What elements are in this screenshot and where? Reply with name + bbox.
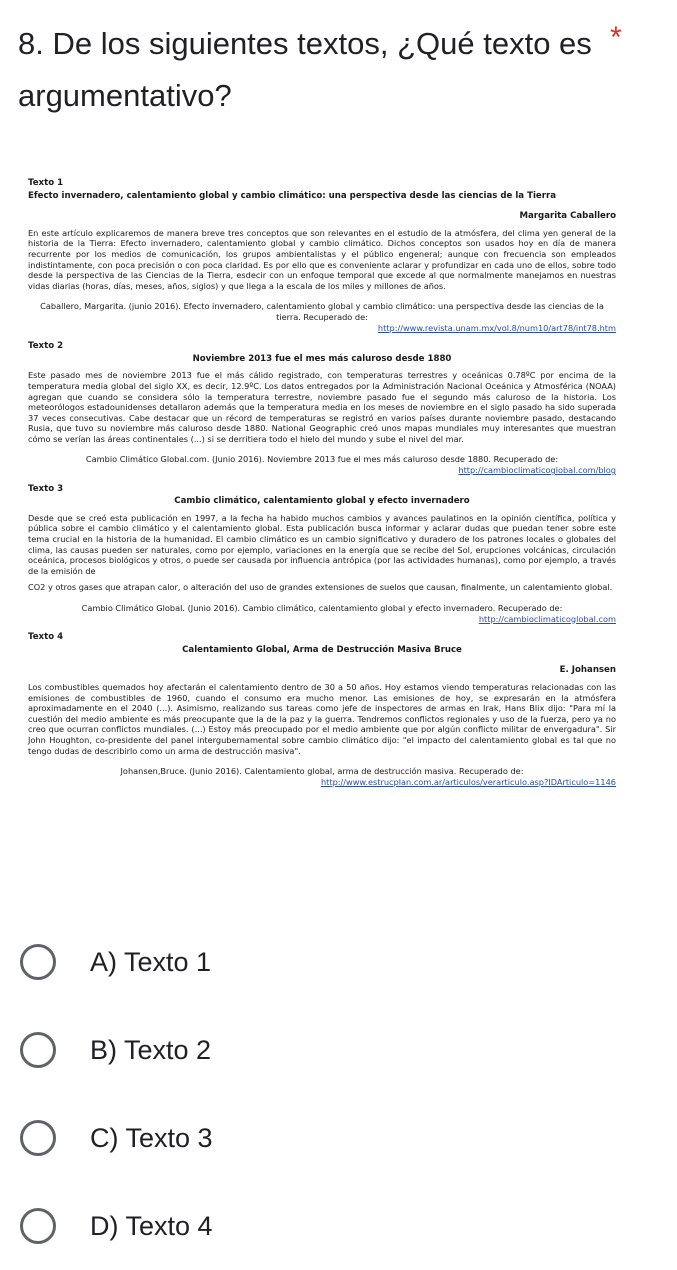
text4-citation-text: Johansen,Bruce. (Junio 2016). Calentamiento global, arma de destrucción masiva. Recuperado de: <box>120 766 524 777</box>
text2-paragraph: Este pasado mes de noviembre 2013 fue el más cálido registrado, con temperaturas terrestres y oceánicas 0.78ºC por encima de la temperatura media global del siglo XX, es decir, 12.9ºC. Los datos entregados por la Administración Nacional Oceánica y Atmosférica (NOAA) agregan que cuando se considera sólo la temperatura terrestre, noviembre pasado fue el segundo más caluroso de la historia. Los meteorólogos estadounidenses detallaron además que la temperatura media en los meses de noviembre en el siglo pasado ha sido superada 37 veces consecutivas. Cabe destacar que un récord de temperaturas se registró en varios países durante noviembre pasado, destacando Rusia, que tuvo su noviembre más caluroso desde 1880. National Geographic creó unos mapas mundiales muy interesantes que muestran cómo se verían las áreas continentales (...) si se derritiera todo el hielo del mundo y sube el nivel del mar. <box>28 370 616 444</box>
option-b-label: B) Texto 2 <box>90 1034 212 1065</box>
option-d[interactable] <box>18 1182 658 1270</box>
text1-url-link[interactable]: http://www.revista.unam.mx/vol.8/num10/art78/int78.htm <box>377 322 616 333</box>
text4-citation <box>28 766 616 787</box>
text2-title: Noviembre 2013 fue el mes más caluroso desde 1880 <box>192 353 452 364</box>
option-c-label: C) Texto 3 <box>90 1122 213 1153</box>
option-a[interactable] <box>18 918 658 1006</box>
text2-citation <box>28 454 616 475</box>
option-d-label: D) Texto 4 <box>90 1210 213 1241</box>
answer-options <box>18 918 658 1270</box>
text4-url-link[interactable]: http://www.estrucplan.com.ar/articulos/verarticulo.asp?IDArticulo=1146 <box>320 776 616 787</box>
option-a-label: A) Texto 1 <box>90 946 212 977</box>
text3-citation-text: Cambio Climático Global. (Junio 2016). Cambio climático, calentamiento global y efecto invernadero. Recuperado de: <box>81 603 563 613</box>
text4-title: Calentamiento Global, Arma de Destrucción Masiva Bruce <box>182 644 462 655</box>
text1-author: Margarita Caballero <box>519 211 616 222</box>
text3-paragraph-2: CO2 y otros gases que atrapan calor, o alteración del uso de grandes extensiones de suelos que causan, finalmente, un calentamiento global. <box>28 582 613 593</box>
text4-label: Texto 4 <box>28 632 64 643</box>
text1-paragraph: En este artículo explicaremos de manera breve tres conceptos que son relevantes en el estudio de la atmósfera, del clima yen general de la historia de la Tierra: Efecto invernadero, calentamiento global y cambio climático. Dichos conceptos son usados hoy en día de manera recurrente por los medios de comunicación, los grupos ambientalistas y el público engeneral; aunque con frecuencia son empleados indistintamente, con poca precisión o con poca claridad. Es por ello que es conveniente aclarar y profundizar en cada uno de ellos, sobre todo desde la perspectiva de las Ciencias de la Tierra, esdecir con un enfoque temporal que excede al que normalmente manejamos en nuestras vidas diarias (horas, días, meses, años, siglos) y que llega a la escala de los miles y millones de años. <box>28 227 616 291</box>
option-b[interactable] <box>18 1006 658 1094</box>
text3-url-link[interactable]: http://cambioclimaticoglobal.com <box>478 613 616 624</box>
text2-url-link[interactable]: http://cambioclimaticoglobal.com/blog <box>458 465 616 476</box>
text3-label: Texto 3 <box>28 483 64 494</box>
text3-paragraph-1: Desde que se creó esta publicación en 1997, a la fecha ha habido muchos cambios y avances paulatinos en la opinión científica, política y pública sobre el cambio climático y el calentamiento global. Esta publicación busca informar y aclarar dudas que puedan tener sobre este tema crucial en la historia de la humanidad. El cambio climático es un cambio significativo y duradero de los patrones locales o globales del clima, las causas pueden ser naturales, como por ejemplo, variaciones en la energía que se recibe del Sol, erupciones volcánicas, circulación oceánica, procesos biológicos y otros, o puede ser causada por influencia antrópica (por las actividades humanas), como por ejemplo, a través de la emisión de <box>28 512 616 576</box>
radio-button-icon[interactable] <box>20 944 56 980</box>
radio-button-icon[interactable] <box>20 1032 56 1068</box>
radio-button-icon[interactable] <box>20 1208 56 1244</box>
text1-citation-text: Caballero, Margarita. (junio 2016). Efecto invernadero, calentamiento global y cambio climático: una perspectiva desde las ciencias de la tierra. Recuperado de: <box>40 301 604 322</box>
text1-label: Texto 1 <box>28 178 64 188</box>
text2-label: Texto 2 <box>28 341 64 352</box>
text4-paragraph: Los combustibles quemados hoy afectarán el calentamiento dentro de 30 a 50 años. Hoy estamos viendo temperaturas relacionadas con las emisiones de combustibles de 1960, cuando el consumo era mucho menor. Las emisiones de hoy, se expresarán en la atmósfera aproximadamente en el 2040 (...). Asimismo, realizando sus tareas como jefe de inspectores de armas en Irak, Hans Blix dijo: "Para mí la cuestión del medio ambiente es más preocupante que la de la paz y la guerra. Tendremos conflictos regionales y uso de la fuerza, pero ya no creo que ocurran conflictos mundiales. (...) Estoy más preocupado por el medio ambiente que por algún conflicto militar de envergadura". Sir John Houghton, co-presidente del panel intergubernamental sobre cambio climático dijo: "el impacto del calentamiento global es tal que no tengo dudas de describirlo como un arma de destrucción masiva". <box>28 681 616 756</box>
radio-button-icon[interactable] <box>20 1120 56 1156</box>
text2-citation-text: Cambio Climático Global.com. (Junio 2016). Noviembre 2013 fue el mes más caluroso desde 1880. Recuperado de: <box>85 454 559 465</box>
option-c[interactable] <box>18 1094 658 1182</box>
question-image-document <box>28 178 616 787</box>
text3-title: Cambio climático, calentamiento global y efecto invernadero <box>174 496 470 507</box>
required-asterisk: * <box>610 21 622 54</box>
text3-citation <box>28 603 616 624</box>
text1-citation <box>28 301 616 333</box>
text1-title: Efecto invernadero, calentamiento global y cambio climático: una perspectiva desde las ciencias de la Tierra <box>28 190 557 201</box>
question-title: 8. De los siguientes textos, ¿Qué texto es argumentativo? <box>18 26 592 113</box>
text4-author: E. Johansen <box>559 665 616 676</box>
